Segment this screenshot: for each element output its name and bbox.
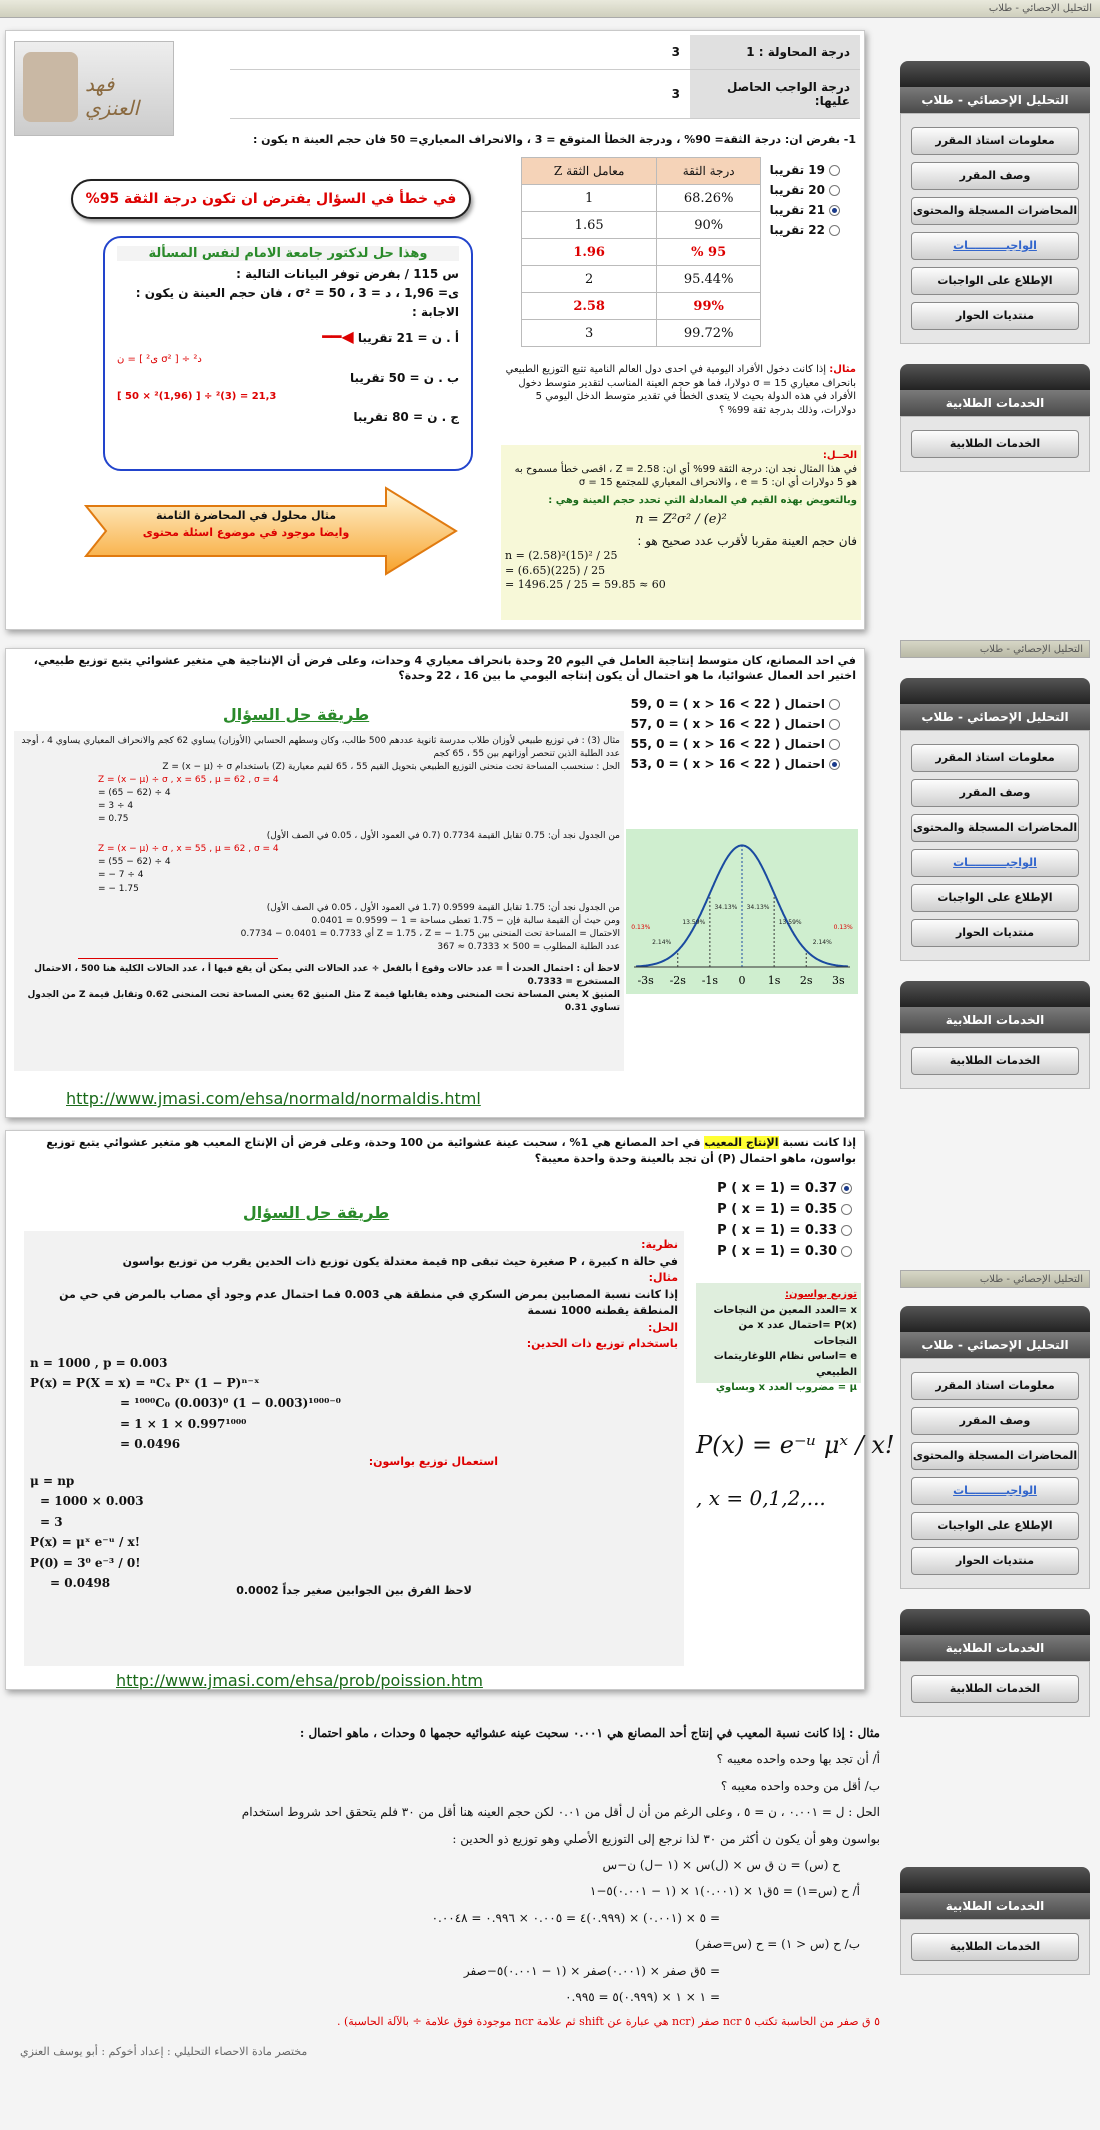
table-note: من الجدول نجد أن: 0.75 تقابل القيمة 0.7734 (0.7 في العمود الأول ، 0.05 في الصف الأول)	[266, 831, 620, 842]
conf-z-cell: 2.58	[522, 293, 657, 320]
sidebar-title: التحليل الإحصائي - طلاب	[900, 1332, 1090, 1358]
services-title: الخدمات الطلابية	[900, 1635, 1090, 1661]
question2-text: في احد المصانع، كان متوسط إنتاجية العامل في اليوم 20 وحدة بانحراف معياري 4 وحدات، وعلى فرض أن الإنتاجية هي متغير عشوائي يتبع توزيع طبيعي، اختير احد العمال عشوائيا، ما هو احتمال أن يكون إنتاجه اليومي ما بين 16 ، 22 وحدة؟	[33, 654, 856, 683]
x-tick-label: 0	[738, 974, 746, 987]
region-label: 13.59%	[682, 919, 706, 926]
hand-line: = ٥ × (٠.٠٠١) × (٠.٩٩٩)٤ = ٠.٠٠٥ × ٠.٩٩٦ = ٠.٠٠٤٨	[431, 1910, 720, 1925]
normal-curve-chart	[626, 829, 858, 994]
sidebar-item-instructor[interactable]: معلومات استاذ المقرر	[911, 744, 1079, 772]
sidebar-item-lectures[interactable]: المحاضرات المسجلة والمحتوى	[911, 1442, 1079, 1470]
example-line: الحل : سنحسب المساحة تحت منحنى التوزيع الطبيعي بتحويل القيم 55 ، 65 لقيم معيارية (Z) باستخدام Z = (x − μ) ÷ σ	[162, 762, 620, 773]
normal-dist-link[interactable]: http://www.jmasi.com/ehsa/normald/normaldis.html	[66, 1089, 481, 1108]
option-4[interactable]: احتمال ( 22 > x > 16 ) = 53, 0	[631, 757, 844, 771]
radio-button[interactable]	[829, 185, 840, 196]
poisson-range: , x = 0,1,2,...	[696, 1486, 826, 1510]
radio-button[interactable]	[829, 719, 840, 730]
example-text: إذا كانت دخول الأفراد اليومية في احدى دول العالم النامية تتبع التوزيع الطبيعي بانحراف معياري 15 = σ دولارا، فما هو حجم العينة المناسب لتقدير متوسط دخول الأفراد في هذه الدولة بحيث لا يتعدى الخطأ في تقدير متوسط الدخل اليومي 5 دولارات، وذلك بدرجة ثقة 99% ؟	[505, 364, 856, 416]
difference-note: لاحظ الفرق بين الجوابين صغير جداً 0.0002	[236, 1584, 472, 1598]
hand-line: ب/ ح (س < ١) = ح (س=صفر)	[694, 1937, 860, 1952]
poisson-calc: μ = np = 1000 × 0.003 = 3 P(x) = μˣ e⁻ᵘ / x! P(0) = 3⁰ e⁻³ / 0! = 0.0498	[30, 1473, 144, 1590]
logo	[14, 41, 174, 136]
signature-logo: فهد العنزي	[85, 72, 140, 120]
sidebar-1	[900, 55, 1090, 472]
substitution-text: وبالتعويض بهذه القيم في المعادلة التي تحدد حجم العينة وهي :	[548, 494, 857, 506]
option-1[interactable]: 19 تقريبا	[770, 163, 844, 177]
result-line: ومن حيث أن القيمة سالبة فإن − 1.75 تعطى مساحة = 1 − 0.9599 = 0.0401	[311, 915, 620, 926]
arrow-line-2: وايضا موجود في موضوع اسئلة محتوى	[142, 526, 350, 539]
region-label: 13.59%	[778, 919, 802, 926]
notice-line: المنيق X يعني المساحة تحت المنحنى وهذه يقابلها قيمة Z مثل المنيق 62 يعني المساحة تحت المنحنى 0.62 وتقابل قيمة Z من الجدول تساوي 0.31	[27, 989, 620, 1013]
solution-box	[103, 236, 473, 471]
grade-label: درجة الواجب الحاصل عليها:	[690, 70, 860, 119]
notice-line: لاحظ أن : احتمال الحدث أ = عدد حالات وقوع أ بالفعل ÷ عدد الحالات التي يمكن أن يقع فيها أ ، عدد الحالات الكلية هنا 500 ، الاحتمال المستخرج = 0.7333	[34, 963, 620, 987]
region-label: 0.13%	[631, 924, 651, 931]
solution-title: الحــل:	[822, 450, 857, 461]
top-bar-label: التحليل الإحصائي - طلاب	[988, 3, 1092, 14]
box-line: س 115 / بفرض توفر البيانات التالية :	[236, 267, 459, 281]
sidebar-2	[900, 672, 1090, 1089]
sidebar-menu	[900, 1358, 1090, 1589]
attempt-label: درجة المحاولة : 1	[690, 35, 860, 70]
hand-line: = ١ × ١ × (٠.٩٩٩)٥ = ٠.٩٩٥	[565, 1989, 720, 2004]
services-title: الخدمات الطلابية	[900, 1893, 1090, 1919]
solution-text: في هذا المثال نجد ان: درجة الثقة 99% أي ان: Z = 2.58 ، اقصى خطأ مسموح به هو 5 دولارات أي ان: e = 5 ، والانحراف المعياري للمجتمع σ = 15	[514, 463, 857, 488]
top-bar	[0, 0, 1100, 18]
conf-z-cell: 1	[522, 185, 657, 212]
binomial-calc: n = 1000 , p = 0.003 P(x) = P(X = x) = ⁿCₓ Pˣ (1 − P)ⁿ⁻ˣ = ¹⁰⁰⁰C₀ (0.003)⁰ (1 − 0.003)¹⁰⁰⁰⁻⁰ = 1 × 1 × 0.997¹⁰⁰⁰ = 0.0496	[30, 1355, 341, 1452]
box-answer-b: ب . ن = 50 تقريبا	[349, 371, 459, 385]
question1-panel	[5, 30, 865, 630]
question1-text: 1- بفرض ان: درجة الثقة= 90% ، ودرجة الخطأ المتوقع = 3 ، والانحراف المعياري= 50 فان حجم العينة n يكون :	[252, 133, 856, 146]
x-tick-label: 3s	[832, 974, 845, 987]
conf-level-cell: 68.26%	[657, 185, 761, 212]
poisson-legend	[696, 1283, 861, 1393]
conf-header-z: معامل الثقة Z	[522, 158, 657, 185]
sidebar-item-instructor[interactable]: معلومات استاذ المقرر	[911, 1372, 1079, 1400]
radio-button[interactable]	[829, 225, 840, 236]
option-4[interactable]: P ( x = 1) = 0.30	[717, 1244, 856, 1259]
hand-line: مثال : إذا كانت نسبة المعيب في إنتاج أحد المصانع هي ٠.٠٠١ سحبت عينه عشوائيه حجمها ٥ وحدات ، ماهو احتمال :	[299, 1726, 880, 1740]
sidebar-title: التحليل الإحصائي - طلاب	[900, 87, 1090, 113]
solution-block	[501, 445, 861, 620]
hand-line: ح (س) = ن ق س × (ل)س × (١ −ل) ن−س	[602, 1857, 840, 1872]
option-1[interactable]: P ( x = 1) = 0.37	[717, 1181, 856, 1196]
sidebar-header	[900, 1867, 1090, 1893]
attempt-value: 3	[230, 35, 690, 70]
legend-line: P(x) =احتمال عدد x من النجاحات	[738, 1320, 857, 1347]
question3-options	[717, 1175, 856, 1265]
services-title: الخدمات الطلابية	[900, 390, 1090, 416]
example-line: مثال (3) : في توزيع طبيعي لأوزان طلاب مدرسة ثانوية عددهم 500 طالب، وكان وسطهم الحسابي (الأوزان) يساوي 62 كجم والانحراف المعياري يساوي 4 ، أوجد عدد الطلبة الذين تنحصر أوزانهم بين 55 ، 65 كجم	[21, 736, 620, 760]
radio-button[interactable]	[829, 165, 840, 176]
hand-line: بواسون وهو أن يكون ن أكثر من ٣٠ لذا نرجع إلى التوزيع الأصلي وهو توزيع ذو الحدين :	[452, 1831, 880, 1846]
sidebar-item-forums[interactable]: منتديات الحوار	[911, 1547, 1079, 1575]
radio-button[interactable]	[829, 739, 840, 750]
calc-step: = 1496.25 / 25 = 59.85 ≈ 60	[505, 578, 666, 592]
x-tick-label: -2s	[669, 974, 686, 987]
sidebar-item-description[interactable]: وصف المقرر	[911, 162, 1079, 190]
solution-title: طريقة حل السؤال	[242, 1203, 390, 1222]
hand-line: = ٥ق صفر × (٠.٠٠١)صفر × (١ − ٠.٠٠١)٥−صفر	[463, 1963, 720, 1978]
theory-title: نظرية:	[641, 1238, 678, 1251]
sidebar-item-assignments[interactable]: الواجبــــــــــات	[911, 1477, 1079, 1505]
footer-credit: مختصر مادة الاحصاء التحليلي : إعداد أخوكم : أبو يوسف العنزي	[20, 2045, 308, 2059]
option-2[interactable]: احتمال ( 22 > x > 16 ) = 57, 0	[631, 717, 844, 731]
region-label: 2.14%	[652, 939, 672, 946]
calc-b: Z = (x − μ) ÷ σ , x = 55 , μ = 62 , σ = 4 = (55 − 62) ÷ 4 = − 7 ÷ 4 = − 1.75	[98, 844, 279, 894]
sidebar-3	[900, 1300, 1090, 1975]
option-1[interactable]: احتمال ( 22 > x > 16 ) = 59, 0	[631, 697, 844, 711]
answer-line: فان حجم العينة مقربا لأقرب عدد صحيح هو :	[637, 533, 857, 548]
conf-level-cell: 99.72%	[657, 320, 761, 347]
sidebar-header	[900, 1609, 1090, 1635]
normal-example-block	[14, 731, 624, 1071]
theory-text: في حالة n كبيرة ، P صغيرة حيث تبقى np قيمة معتدلة يكون توزيع ذات الحدين يقرب من توزيع بواسون	[122, 1254, 678, 1268]
sidebar-2-top	[900, 640, 1090, 658]
hand-line: أ/ ح (س=١) = ٥ق١ × (٠.٠٠١)١ × (١ − ٠.٠٠١)٥−١	[589, 1884, 860, 1899]
option-2[interactable]: P ( x = 1) = 0.35	[717, 1202, 856, 1217]
sample-size-formula: n = Z²σ² / (e)²	[635, 512, 727, 527]
poisson-title: استعمال توزيع بواسون:	[368, 1455, 498, 1469]
question3-text: إذا كانت نسبة الإنتاج المعيب في احد المصانع هي 1% ، سحبت عينة عشوائية من 100 وحدة، وعلى فرض أن الإنتاج المعيب هو متغير عشوائي يتبع توزيع بواسون، ماهو احتمال (P) أن تجد بالعينة وحدة واحدة معيبة؟	[46, 1136, 856, 1165]
error-note: في خطأ في السؤال يفترض ان تكون درجة الثقة 95%	[71, 179, 471, 219]
box-formula: ن = [ ى² σ² ] ÷ د²	[117, 354, 202, 365]
calc-a: Z = (x − μ) ÷ σ , x = 65 , μ = 62 , σ = 4 = (65 − 62) ÷ 4 = 3 ÷ 4 = 0.75	[98, 775, 279, 825]
services-button[interactable]: الخدمات الطلابية	[911, 430, 1079, 458]
radio-button-selected[interactable]	[829, 205, 840, 216]
poisson-formula: P(x) = e⁻ᵘ μˣ / x!	[696, 1431, 895, 1459]
x-tick-label: -1s	[701, 974, 719, 987]
sidebar-item-view-assignments[interactable]: الإطلاع على الواجبات	[911, 267, 1079, 295]
services-button[interactable]: الخدمات الطلابية	[911, 1675, 1079, 1703]
services-menu	[900, 1033, 1090, 1089]
sidebar-item-lectures[interactable]: المحاضرات المسجلة والمحتوى	[911, 814, 1079, 842]
sidebar-top-label: التحليل الإحصائي - طلاب	[900, 640, 1090, 658]
services-menu	[900, 416, 1090, 472]
sidebar-top-label: التحليل الإحصائي - طلاب	[900, 1270, 1090, 1288]
option-3[interactable]: احتمال ( 22 > x > 16 ) = 55, 0	[631, 737, 844, 751]
hand-line: الحل : ل = ٠.٠٠١ ، ن = ٥ ، وعلى الرغم من أن ل أقل من ٠.٠١ لكن حجم العينه هنا أقل من ٣٠ فلم يتحقق احد شروط استخدام	[241, 1805, 880, 1820]
avatar	[23, 52, 78, 122]
services-menu	[900, 1919, 1090, 1975]
legend-line: μ = مضروب العدد x وبساوي	[715, 1382, 857, 1393]
binomial-title: باستخدام توزيع ذات الحدين:	[526, 1337, 678, 1350]
example-block	[501, 363, 856, 417]
conf-z-cell: 1.65	[522, 212, 657, 239]
conf-level-cell: 95 %	[657, 239, 761, 266]
example-title: مثال:	[648, 1271, 678, 1284]
example-title: مثال:	[829, 364, 856, 375]
radio-button-selected[interactable]	[841, 1183, 852, 1194]
handwritten-notes	[20, 1720, 880, 2065]
x-tick-label: 2s	[799, 974, 813, 987]
hand-line: أ/ أن تجد بها وحده واحده معيبه ؟	[716, 1752, 880, 1767]
sidebar-item-description[interactable]: وصف المقرر	[911, 1407, 1079, 1435]
services-button[interactable]: الخدمات الطلابية	[911, 1933, 1079, 1961]
services-button[interactable]: الخدمات الطلابية	[911, 1047, 1079, 1075]
question2-panel	[5, 648, 865, 1118]
legend-line: e =اساس نظام اللوغاريتمات الطبيعي	[713, 1351, 857, 1378]
calculator-note: ٥ ق صفر من الحاسبة تكتب ٥ ncr صفر (ncr هي عبارة عن shift ثم علامة ncr موجودة فوق علامة ÷ بالآلة الحاسبة) .	[336, 2015, 880, 2029]
sidebar-item-forums[interactable]: منتديات الحوار	[911, 302, 1079, 330]
sidebar-item-view-assignments[interactable]: الإطلاع على الواجبات	[911, 884, 1079, 912]
sidebar-3-top	[900, 1270, 1090, 1288]
box-answer-c: ج . ن = 80 تقريبا	[353, 410, 459, 424]
grade-value: 3	[230, 70, 690, 119]
solution-box-title: وهذا حل لدكتور جامعة الامام لنفس المسألة	[117, 246, 459, 261]
box-line: ى= 1,96 ، د = 3 ، σ² = 50 ، فان حجم العينة ن يكون :	[135, 286, 459, 300]
option-2[interactable]: 20 تقريبا	[770, 183, 844, 197]
calc-step: = (6.65)(225) / 25	[505, 563, 606, 577]
box-answer-a: أ . ن = 21 تقريبا	[357, 331, 459, 345]
solution-title: طريقة حل السؤال	[222, 705, 370, 724]
region-label: 2.14%	[812, 939, 832, 946]
arrow-line-1: مثال محلول في المحاضرة الثامنة	[155, 509, 337, 522]
legend-title: توزيع بواسون:	[785, 1289, 857, 1300]
question1-options	[770, 157, 844, 243]
radio-button[interactable]	[841, 1246, 852, 1257]
sidebar-header	[900, 364, 1090, 390]
radio-button-selected[interactable]	[829, 759, 840, 770]
question2-options	[631, 691, 844, 777]
radio-button[interactable]	[841, 1225, 852, 1236]
conf-z-cell: 2	[522, 266, 657, 293]
hand-line: ب/ أقل من وحده واحده معيبه ؟	[720, 1778, 880, 1793]
conf-level-cell: 90%	[657, 212, 761, 239]
conf-level-cell: 99%	[657, 293, 761, 320]
conf-level-cell: 95.44%	[657, 266, 761, 293]
confidence-table	[521, 157, 761, 347]
region-label: 34.13%	[746, 904, 770, 911]
sidebar-item-assignments[interactable]: الواجبــــــــــات	[911, 849, 1079, 877]
calc-step: n = (2.58)²(15)² / 25	[505, 548, 618, 562]
x-tick-label: 1s	[767, 974, 781, 987]
sidebar-header	[900, 1306, 1090, 1332]
legend-line: x =العدد المعين من النجاحات	[713, 1304, 857, 1316]
services-title: الخدمات الطلابية	[900, 1007, 1090, 1033]
attempt-table	[230, 35, 860, 119]
red-arrow-icon: ◀━━	[322, 327, 354, 346]
sidebar-header	[900, 981, 1090, 1007]
sidebar-item-view-assignments[interactable]: الإطلاع على الواجبات	[911, 1512, 1079, 1540]
sidebar-menu	[900, 730, 1090, 961]
poisson-solution-block	[24, 1231, 684, 1666]
box-formula: [ 50 × ²(1,96) ] ÷ ²(3) = 21,3	[117, 391, 277, 402]
conf-z-cell: 3	[522, 320, 657, 347]
conf-header-level: درجة الثقة	[657, 158, 761, 185]
option-3[interactable]: 21 تقريبا	[770, 203, 844, 217]
result-line: عدد الطلبة المطلوب = 500 × 0.7333 ≈ 367	[437, 941, 620, 952]
highlight-text: الإنتاج المعيب	[704, 1136, 779, 1149]
option-3[interactable]: P ( x = 1) = 0.33	[717, 1223, 856, 1238]
radio-button[interactable]	[829, 699, 840, 710]
services-menu	[900, 1661, 1090, 1717]
sidebar-header	[900, 678, 1090, 704]
region-label: 0.13%	[833, 924, 853, 931]
x-tick-label: -3s	[637, 974, 654, 987]
question3-panel	[5, 1130, 895, 1690]
conf-z-cell: 1.96	[522, 239, 657, 266]
example-text: إذا كانت نسبة المصابين بمرض السكري في منطقة هي 0.003 فما احتمال عدم وجود أي مصاب بالمرض في حي من المنطقة يقطنه 1000 نسمة	[59, 1287, 678, 1317]
result-line: الاحتمال = المساحة تحت المنحنى بين Z = 1.75 ، Z = − 1.75 أي 0.7733 = 0.0401 − 0.7734	[240, 928, 620, 939]
sol-title: الحل:	[647, 1320, 678, 1334]
radio-button[interactable]	[841, 1204, 852, 1215]
sidebar-header	[900, 61, 1090, 87]
sidebar-item-description[interactable]: وصف المقرر	[911, 779, 1079, 807]
region-label: 34.13%	[714, 904, 738, 911]
sidebar-menu	[900, 113, 1090, 344]
sidebar-item-forums[interactable]: منتديات الحوار	[911, 919, 1079, 947]
sidebar-item-assignments[interactable]: الواجبــــــــــات	[911, 232, 1079, 260]
poisson-link[interactable]: http://www.jmasi.com/ehsa/prob/poission.htm	[116, 1671, 483, 1690]
box-line: الاجابة :	[412, 305, 459, 319]
sidebar-item-instructor[interactable]: معلومات استاذ المقرر	[911, 127, 1079, 155]
table-note: من الجدول نجد أن: 1.75 تقابل القيمة 0.9599 (1.7 في العمود الأول ، 0.05 في الصف الأول)	[266, 902, 620, 913]
sidebar-title: التحليل الإحصائي - طلاب	[900, 704, 1090, 730]
option-4[interactable]: 22 تقريبا	[770, 223, 844, 237]
sidebar-item-lectures[interactable]: المحاضرات المسجلة والمحتوى	[911, 197, 1079, 225]
